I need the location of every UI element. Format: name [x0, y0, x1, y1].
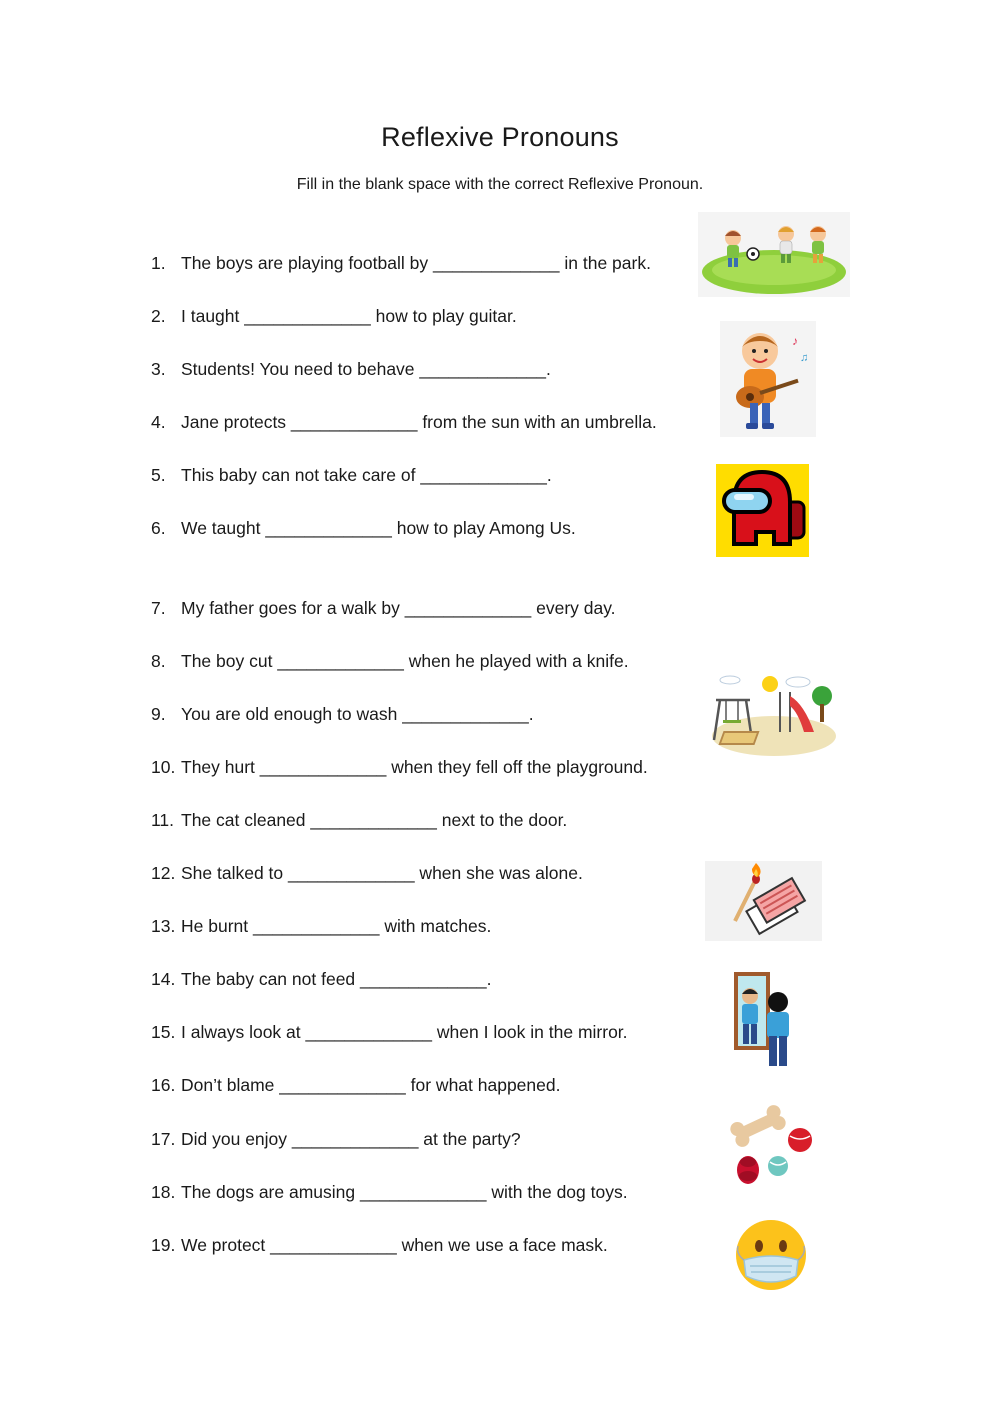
question-text-before: We protect: [181, 1235, 271, 1255]
question-text-before: They hurt: [181, 757, 260, 777]
answer-blank[interactable]: _____________: [259, 757, 387, 777]
question-text-after: how to play Among Us.: [391, 518, 576, 538]
question-number: 1.: [151, 253, 166, 273]
answer-blank[interactable]: _____________: [288, 863, 415, 883]
answer-blank[interactable]: _____________: [305, 1022, 433, 1042]
question-item: [151, 1022, 628, 1043]
answer-blank[interactable]: _____________: [360, 969, 487, 989]
answer-blank[interactable]: _____________: [270, 1235, 397, 1255]
kids-football-illustration: [698, 212, 850, 297]
question-number: 5.: [151, 465, 166, 485]
question-item: [151, 412, 657, 433]
answer-blank[interactable]: _____________: [290, 412, 418, 432]
question-number: 8.: [151, 651, 166, 671]
question-text-before: The boy cut: [181, 651, 278, 671]
question-item: [151, 253, 651, 274]
question-number: 13.: [151, 916, 176, 936]
question-text-after: next to the door.: [436, 810, 568, 830]
answer-blank[interactable]: _____________: [252, 916, 380, 936]
question-item: [151, 306, 517, 327]
question-number: 7.: [151, 598, 166, 618]
question-number: 16.: [151, 1075, 176, 1095]
answer-blank[interactable]: _____________: [265, 518, 392, 538]
question-text-before: Don’t blame: [181, 1075, 280, 1095]
answer-blank[interactable]: _____________: [310, 810, 437, 830]
question-text-before: She talked to: [181, 863, 289, 883]
question-text-after: when I look in the mirror.: [432, 1022, 628, 1042]
question-text-after: how to play guitar.: [370, 306, 517, 326]
dog-toys-illustration: [728, 1100, 816, 1186]
question-text-before: The cat cleaned: [181, 810, 311, 830]
question-item: [151, 704, 534, 725]
question-item: [151, 969, 491, 990]
question-text-before: The dogs are amusing: [181, 1182, 360, 1202]
answer-blank[interactable]: _____________: [402, 704, 529, 724]
question-text-after: when we use a face mask.: [396, 1235, 608, 1255]
matches-illustration: [705, 861, 822, 941]
question-item: [151, 598, 616, 619]
question-number: 2.: [151, 306, 166, 326]
question-number: 6.: [151, 518, 166, 538]
question-text-after: when they fell off the playground.: [386, 757, 648, 777]
question-text-before: Students! You need to behave: [181, 359, 420, 379]
answer-blank[interactable]: _____________: [360, 1182, 487, 1202]
question-number: 15.: [151, 1022, 176, 1042]
question-number: 9.: [151, 704, 166, 724]
svg-text:♪: ♪: [792, 334, 798, 348]
boy-guitar-illustration: [720, 321, 816, 437]
question-text-after: for what happened.: [405, 1075, 561, 1095]
answer-blank[interactable]: _____________: [244, 306, 371, 326]
question-text-before: The boys are playing football by: [181, 253, 433, 273]
question-text-after: with matches.: [379, 916, 492, 936]
answer-blank[interactable]: _____________: [404, 598, 532, 618]
question-text-after: .: [546, 465, 552, 485]
question-number: 19.: [151, 1235, 176, 1255]
answer-blank[interactable]: _____________: [419, 359, 546, 379]
question-text-before: I taught: [181, 306, 245, 326]
question-item: [151, 1235, 608, 1256]
among-us-illustration: [716, 464, 809, 557]
question-number: 17.: [151, 1129, 176, 1149]
question-number: 3.: [151, 359, 166, 379]
question-number: 4.: [151, 412, 166, 432]
answer-blank[interactable]: _____________: [291, 1129, 419, 1149]
question-item: [151, 518, 576, 539]
question-text-after: from the sun with an umbrella.: [417, 412, 657, 432]
question-item: [151, 916, 491, 937]
answer-blank[interactable]: _____________: [279, 1075, 406, 1095]
question-text-before: The baby can not feed: [181, 969, 361, 989]
question-text-after: when she was alone.: [414, 863, 583, 883]
question-number: 18.: [151, 1182, 176, 1202]
question-item: [151, 359, 551, 380]
question-text-before: I always look at: [181, 1022, 306, 1042]
question-item: [151, 1182, 628, 1203]
question-text-before: Jane protects: [181, 412, 291, 432]
question-number: 12.: [151, 863, 176, 883]
question-text-after: when he played with a knife.: [403, 651, 629, 671]
answer-blank[interactable]: _____________: [420, 465, 547, 485]
question-text-before: He burnt: [181, 916, 253, 936]
mirror-illustration: [730, 970, 796, 1070]
question-item: [151, 810, 567, 831]
question-text-before: We taught: [181, 518, 266, 538]
question-text-after: with the dog toys.: [486, 1182, 628, 1202]
question-text-after: .: [486, 969, 492, 989]
question-text-after: .: [545, 359, 551, 379]
question-text-before: Did you enjoy: [181, 1129, 292, 1149]
question-item: [151, 465, 552, 486]
question-text-after: .: [528, 704, 534, 724]
question-number: 10.: [151, 757, 176, 777]
question-text-before: My father goes for a walk by: [181, 598, 405, 618]
answer-blank[interactable]: _____________: [432, 253, 560, 273]
question-item: [151, 863, 583, 884]
instructions: Fill in the blank space with the correct Reflexive Pronoun.: [296, 176, 704, 193]
playground-illustration: [710, 672, 838, 758]
question-item: [151, 1075, 560, 1096]
question-text-after: every day.: [531, 598, 616, 618]
question-number: 11.: [151, 810, 175, 830]
question-text-after: in the park.: [559, 253, 651, 273]
question-text-after: at the party?: [418, 1129, 521, 1149]
question-number: 14.: [151, 969, 176, 989]
question-item: [151, 651, 629, 672]
face-mask-emoji-illustration: [734, 1218, 808, 1292]
question-item: [151, 757, 648, 778]
question-text-before: This baby can not take care of: [181, 465, 421, 485]
question-text-before: You are old enough to wash: [181, 704, 403, 724]
page-title: Reflexive Pronouns: [381, 122, 619, 152]
answer-blank[interactable]: _____________: [277, 651, 404, 671]
question-item: [151, 1129, 521, 1150]
svg-text:♫: ♫: [800, 352, 809, 364]
